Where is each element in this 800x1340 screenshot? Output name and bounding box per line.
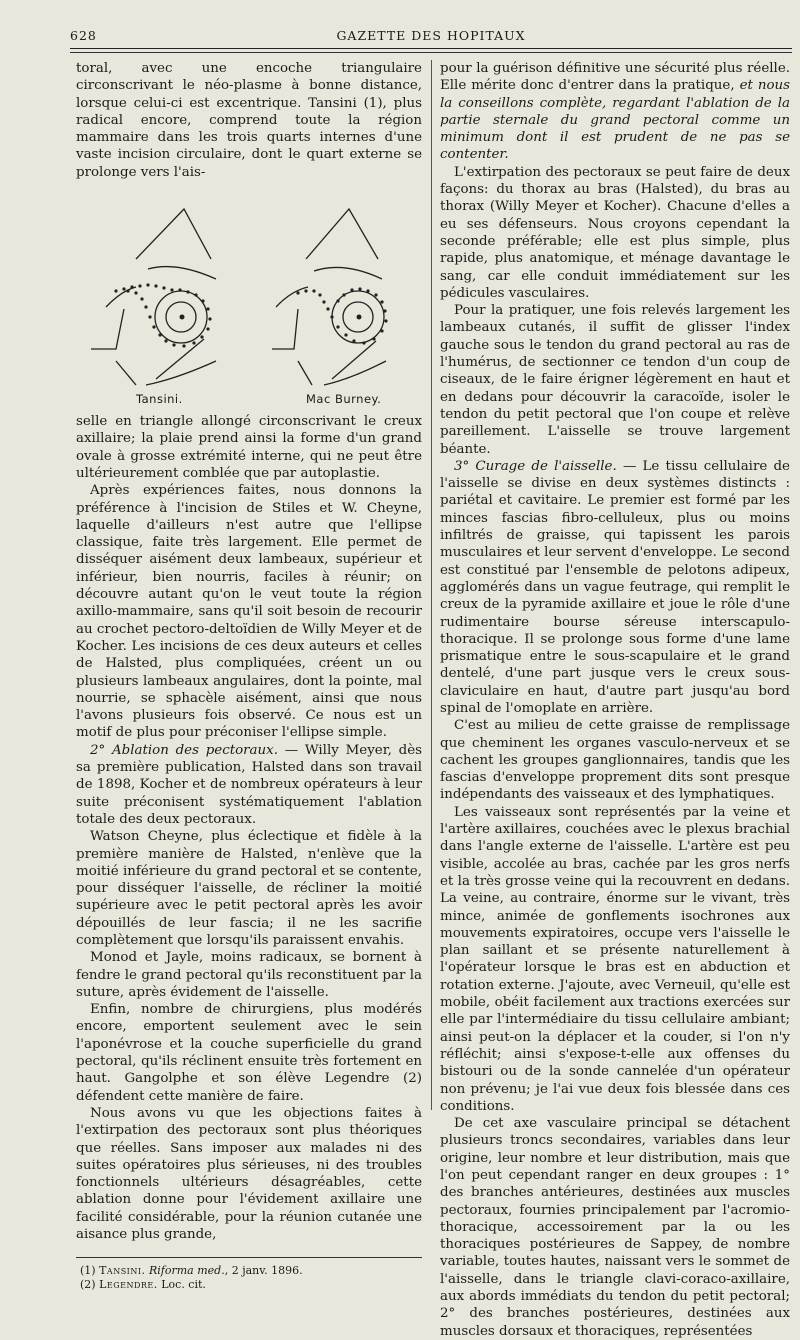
footnote-date: , 2 janv. 1896. [224, 1264, 303, 1278]
paragraph: C'est au milieu de cette graisse de remplissage que cheminent les organes vasculo-nerveux et se cachent les groupes ganglionnaires, tandis que les fascias d'enveloppe proprement dits sont presque indépendants des vaisseaux et des lymphatiques. [440, 718, 790, 803]
paragraph-text: — Le tissu cellulaire de l'aisselle se divise en deux systèmes distincts : pariétal et cavitaire. Le premier est formé par les minces fascias fibro-celluleux, plus ou moins infiltrés de graisse, qui tapissent les parois musculaires et leur servent d'enveloppe. Le second est constitué par l'ensemble de pelotons adipeux, agglomérés dans un vague feutrage, qui remplit le creux de la pyramide axillaire et joue le rôle d'une rudimentaire bourse séreuse interscapulo-thoracique. Il se prolonge sous forme d'une lame prismatique entre le sous-scapulaire et le grand dentelé, d'une part jusque vers le creux sous-claviculaire en haut, d'autre part jusqu'au bord spinal de l'omoplate en arrière. [440, 458, 790, 716]
footnote-journal: Riforma med. [149, 1264, 225, 1278]
paragraph: Après expériences faites, nous donnons la préférence à l'incision de Stiles et W. Cheyne, laquelle d'ailleurs n'est autre que l'ellipse classique, faite très largement. Elle permet de disséquer aisément deux lambeaux, supérieur et inférieur, bien nourris, faciles à réunir; on découvre autant qu'on le veut toute la région axillo-mammaire, sans qu'il soit besoin de recourir au crochet pectoro-deltoïdien de Willy Meyer et de Kocher. Les incisions de ces deux auteurs et celles de Halsted, plus compliquées, créent un ou plusieurs lambeaux angulaires, dont la pointe, mal nourrie, se sphacèle aisément, ainsi que nous l'avons plusieurs fois observé. Ce nous est un motif de plus pour préconiser l'ellipse simple. [76, 483, 422, 741]
paragraph: selle en triangle allongé circonscrivant le creux axillaire; la plaie prend ainsi la forme d'un grand ovale à grosse extrémité interne, qui ne peut être ultérieurement comblée que par autoplastie. [76, 414, 422, 481]
section-heading: 3° Curage de l'aisselle. [454, 458, 617, 474]
incision-diagrams [76, 189, 422, 389]
header-rule-thin [70, 52, 792, 53]
footnote-2: (2) Legendre. Loc. cit. [80, 1278, 206, 1292]
footnote-rule [76, 1257, 422, 1258]
paragraph: L'extirpation des pectoraux se peut faire de deux façons: du thorax au bras (Halsted), du bras au thorax (Willy Meyer et Kocher). Chacune d'elles a eu ses défenseurs. Nous croyons cependant la seconde préférable; elle est plus simple, plus rapide, plus anatomique, et ménage davantage le sang, car elle conduit immédiatement sur les pédicules vasculaires. [440, 164, 790, 301]
paragraph: De cet axe vasculaire principal se détachent plusieurs troncs secondaires, variables dans leur origine, leur nombre et leur distribution, mais que l'on peut cependant ranger en deux groupes : 1° des branches antérieures, destinées aux muscles pectoraux, fournies principalement par l'acromio-thoracique, accessoirement par la ou les thoraciques postérieures de Sappey, de nombre variable, toutes hautes, naissant vers le sommet de l'aisselle, dans le triangle clavi-coraco-axillaire, aux abords immédiats du tendon du petit pectoral; 2° des branches postérieures, destinées aux muscles dorsaux et thoraciques, représentées [440, 1116, 790, 1339]
paragraph: Les vaisseaux sont représentés par la veine et l'artère axillaires, couchées avec le plexus brachial dans l'angle externe de l'aisselle. L'artère est peu visible, accolée au bras, cachée par les gros nerfs et la très grosse veine qui la recouvrent en dedans. La veine, au contraire, énorme sur le vivant, très mince, animée de gonflements isochrones aux mouvements expiratoires, occupe vers l'aisselle le plan saillant et se présente naturellement à l'opérateur lorsque le bras est en abduction et rotation externe. J'ajoute, avec Verneuil, qu'elle est mobile, obéit facilement aux tractions exercées sur elle par l'intermédiaire du tissu cellulaire ambiant; ainsi peut-on la déplacer et la couder, si l'on n'y réfléchit; ainsi s'expose-t-elle aux offenses du bistouri ou de la sonde cannelée d'un opérateur non prévenu; je l'ai vue deux fois blessée dans ces conditions. [440, 804, 790, 1114]
section-heading: 2° Ablation des pectoraux. [90, 742, 278, 758]
paragraph: Nous avons vu que les objections faites à l'extirpation des pectoraux sont plus théoriques que réelles. Sans imposer aux malades ni des suites opératoires plus sérieuses, ni des troubles fonctionnels ultérieurs désagréables, cette ablation donne pour l'évidement axillaire une facilité considérable, pour la réunion cutanée une aisance plus grande, [76, 1105, 422, 1243]
figure-caption-macburney: Mac Burney. [306, 392, 382, 407]
paragraph: Monod et Jayle, moins radicaux, se bornent à fendre le grand pectoral qu'ils reconstituent par la suture, après évidement de l'aisselle. [76, 950, 422, 1000]
footnote-author: Tansini. [99, 1264, 146, 1278]
paragraph-text: — Willy Meyer, dès sa première publication, Halsted dans son travail de 1898, Kocher et de nombreux opérateurs à leur suite préconisent systématiquement l'ablation totale des deux pectoraux. [76, 742, 422, 827]
paragraph: toral, avec une encoche triangulaire circonscrivant le néo-plasme à bonne distance, lorsque celui-ci est excentrique. Tansini (1), plus radical encore, comprend toute la région mammaire dans les trois quarts internes d'une vaste incision circulaire, dont le quart externe se prolonge vers l'ais- [76, 61, 422, 180]
page-header [70, 28, 792, 50]
paragraph: Pour la pratiquer, une fois relevés largement les lambeaux cutanés, il suffit de glisser l'index gauche sous le tendon du grand pectoral au ras de l'humérus, de sectionner ce tendon d'un coup de ciseaux, de le faire érigner légèrement en haut et en dedans pour découvrir la caracoïde, isoler le tendon du petit pectoral que l'on coupe et relève pareillement. L'aisselle se trouve largement béante. [440, 303, 790, 457]
paragraph [76, 742, 422, 828]
right-column [440, 60, 790, 1340]
footnote-ref: Loc. cit. [157, 1278, 206, 1292]
page-number: 628 [70, 28, 97, 43]
left-column [76, 60, 422, 1292]
paragraph [440, 458, 790, 717]
emphasis-text: et nous la conseillons complète, regardant l'ablation de la partie sternale du grand pectoral comme un minimum dont il est prudent de ne pas se contenter. [440, 78, 791, 163]
footnote-author: Legendre. [99, 1278, 158, 1292]
incision-figure [76, 189, 422, 407]
figure-caption-tansini: Tansini. [136, 392, 183, 407]
header-rule [70, 48, 792, 49]
paragraph [440, 60, 790, 164]
column-divider [431, 60, 432, 1110]
journal-title: GAZETTE DES HOPITAUX [336, 28, 526, 43]
paragraph: Enfin, nombre de chirurgiens, plus modérés encore, emportent seulement avec le sein l'aponévrose et la couche superficielle du grand pectoral, qu'ils réclinent ensuite très fortement en haut. Gangolphe et son élève Legendre (2) défendent cette manière de faire. [76, 1002, 422, 1104]
footnote-1: (1) Tansini. Riforma med., 2 janv. 1896. [80, 1264, 303, 1278]
paragraph: Watson Cheyne, plus éclectique et fidèle à la première manière de Halsted, n'enlève que la moitié inférieure du grand pectoral et se contente, pour disséquer l'aisselle, de récliner la moitié supérieure avec le petit pectoral après les avoir dépouillés de leur fascia; il ne les sacrifie complètement que lorsqu'ils paraissent envahis. [76, 829, 422, 948]
paragraph-text: pour la guérison définitive une sécurité plus réelle. Elle mérite donc d'entrer dans la pratique, [440, 61, 790, 94]
